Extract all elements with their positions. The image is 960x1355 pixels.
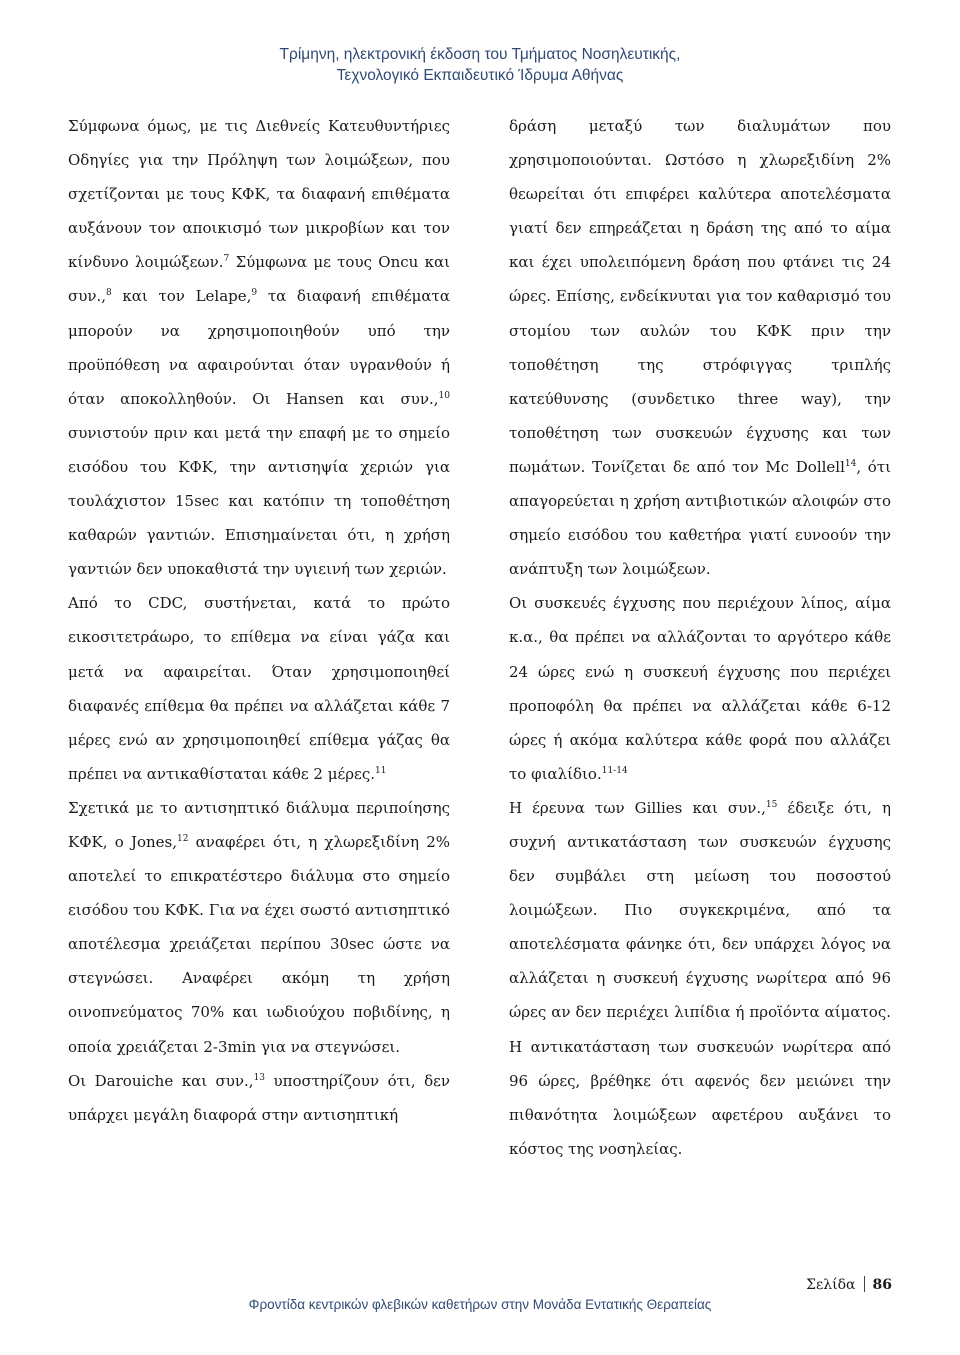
text-run: και τον Lelape, xyxy=(111,287,252,306)
text-run: Η έρευνα των Gillies και συν., xyxy=(509,798,766,817)
citation-ref: 12 xyxy=(177,833,189,844)
citation-ref: 10 xyxy=(438,390,450,401)
text-run: συνιστούν πριν και μετά την επαφή με το σημείο εισόδου του ΚΦΚ, την αντισηψία χεριών για τουλάχιστον 15sec και κατόπιν τη τοποθέτηση καθαρών γαντιών. Επισημαίνεται ότι, η χρήση γαντιών δεν υποκαθιστά την υγιεινή των χεριών. xyxy=(68,423,450,579)
citation-ref: 11 xyxy=(375,765,387,776)
text-run: Οι Darouiche και συν., xyxy=(68,1071,254,1090)
citation-ref: 8 xyxy=(106,288,112,299)
paragraph xyxy=(68,109,450,586)
left-column xyxy=(68,109,450,1132)
text-run: έδειξε ότι, η συχνή αντικατάσταση των συσκευών έγχυσης δεν συμβάλει στη μείωση του ποσοστού λοιμώξεων. Πιο συγκεκριμένα, από τα αποτελέσματα φάνηκε ότι, δεν υπάρχει λόγος να αλλάζεται η συσκευή έγχυσης νωρίτερα από 96 ώρες αν δεν περιέχει λιπίδια ή προϊόντα αίματος. Η αντικατάσταση των συσκευών νωρίτερα από 96 ώρες, βρέθηκε ότι αφενός δεν μειώνει την πιθανότητα λοιμώξεων αφετέρου αυξάνει το κόστος της νοσηλείας. xyxy=(509,798,891,1158)
citation-ref: 15 xyxy=(765,799,778,810)
citation-ref: 7 xyxy=(223,254,230,265)
page-number-block xyxy=(806,1276,892,1293)
text-run: δράση μεταξύ των διαλυμάτων που χρησιμοποιούνται. Ωστόσο η χλωρεξιδίνη 2% θεωρείται ότι επιφέρει καλύτερα αποτελέσματα γιατί δεν επηρεάζεται η δράση της από το αίμα και έχει υπολειπόμενη δράση που φτάνει τις 24 ώρες. Επίσης, ενδείκνυται για τον καθαρισμό του στομίου των αυλών του ΚΦΚ πριν την τοποθέτηση της στρόφιγγας τριπλής κατεύθυνσης (συνδετικο three way), την τοποθέτηση των συσκευών έγχυσης και των πωμάτων. Τονίζεται δε από τον Mc Dollell xyxy=(509,117,891,476)
citation-ref: 9 xyxy=(251,288,258,299)
text-run: Από το CDC, συστήνεται, κατά το πρώτο εικοσιτετράωρο, το επίθεμα να είναι γάζα και μετά να αφαιρείται. Όταν χρησιμοποιηθεί διαφανές επίθεμα θα πρέπει να αλλάζεται κάθε 7 μέρες ενώ αν χρησιμοποιηθεί επίθεμα γάζας θα πρέπει να αντικαθίσταται κάθε 2 μέρες. xyxy=(68,594,450,783)
citation-ref: 14 xyxy=(844,458,857,469)
text-run: Σύμφωνα όμως, με τις Διεθνείς Κατευθυντήριες Οδηγίες για την Πρόληψη των λοιμώξεων, που σχετίζονται με τους ΚΦΚ, τα διαφανή επιθέματα αυξάνουν τον αποικισμό των μικροβίων και τον κίνδυνο λοιμώξεων. xyxy=(68,117,450,272)
text-run: αναφέρει ότι, η χλωρεξιδίνη 2% αποτελεί το επικρατέστερο διάλυμα στο σημείο εισόδου του ΚΦΚ. Για να έχει σωστό αντισηπτικό αποτέλεσμα χρειάζεται περίπου 30sec ώστε να στεγνώσει. Αναφέρει ακόμη τη χρήση οινοπνεύματος 70% και ιωδιούχου ποβιδίνης, η οποία χρειάζεται 2-3min για να στεγνώσει. xyxy=(68,832,450,1056)
paragraph xyxy=(68,586,450,791)
page-label: Σελίδα xyxy=(806,1277,856,1293)
text-run: Σχετικά με το αντισηπτικό διάλυμα περιποίησης ΚΦΚ, ο Jones, xyxy=(68,798,450,851)
paragraph xyxy=(509,586,891,791)
citation-ref: 11-14 xyxy=(601,765,628,776)
page-number: 86 xyxy=(872,1277,892,1293)
right-column xyxy=(509,109,891,1166)
journal-header xyxy=(0,44,960,86)
paragraph xyxy=(68,791,450,1064)
text-run: , ότι απαγορεύεται η χρήση αντιβιοτικών αλοιφών στο σημείο εισόδου του καθετήρα γιατί ευνοούν την ανάπτυξη των λοιμώξεων. xyxy=(509,457,892,579)
text-run: Σύμφωνα με τους Oncu και συν., xyxy=(68,253,450,306)
text-run: υποστηρίζουν ότι, δεν υπάρχει μεγάλη διαφορά στην αντισηπτική xyxy=(68,1071,450,1124)
text-run: Οι συσκευές έγχυσης που περιέχουν λίπος, αίμα κ.α., θα πρέπει να αλλάζονται το αργότερο κάθε 24 ώρες ενώ η συσκευή έγχυσης που περιέχει προποφόλη θα πρέπει να αλλάζεται κάθε 6-12 ώρες ή ακόμα καλύτερα κάθε φορά που αλλάζει το φιαλίδιο. xyxy=(509,594,891,783)
header-line-1: Τρίμηνη, ηλεκτρονική έκδοση του Τμήματος Νοσηλευτικής, xyxy=(279,46,681,63)
page-divider xyxy=(864,1276,865,1292)
footer-title: Φροντίδα κεντρικών φλεβικών καθετήρων στην Μονάδα Εντατικής Θεραπείας xyxy=(248,1297,712,1312)
header-line-2: Τεχνολογικό Εκπαιδευτικό Ίδρυμα Αθήνας xyxy=(336,67,624,84)
paragraph xyxy=(68,1064,450,1132)
text-run: τα διαφανή επιθέματα μπορούν να χρησιμοποιηθούν υπό την προϋπόθεση να αφαιρούνται όταν υγρανθούν ή όταν αποκολληθούν. Οι Hansen και συν., xyxy=(68,287,450,408)
paragraph xyxy=(509,791,891,1166)
paragraph xyxy=(509,109,891,586)
citation-ref: 13 xyxy=(253,1072,266,1083)
